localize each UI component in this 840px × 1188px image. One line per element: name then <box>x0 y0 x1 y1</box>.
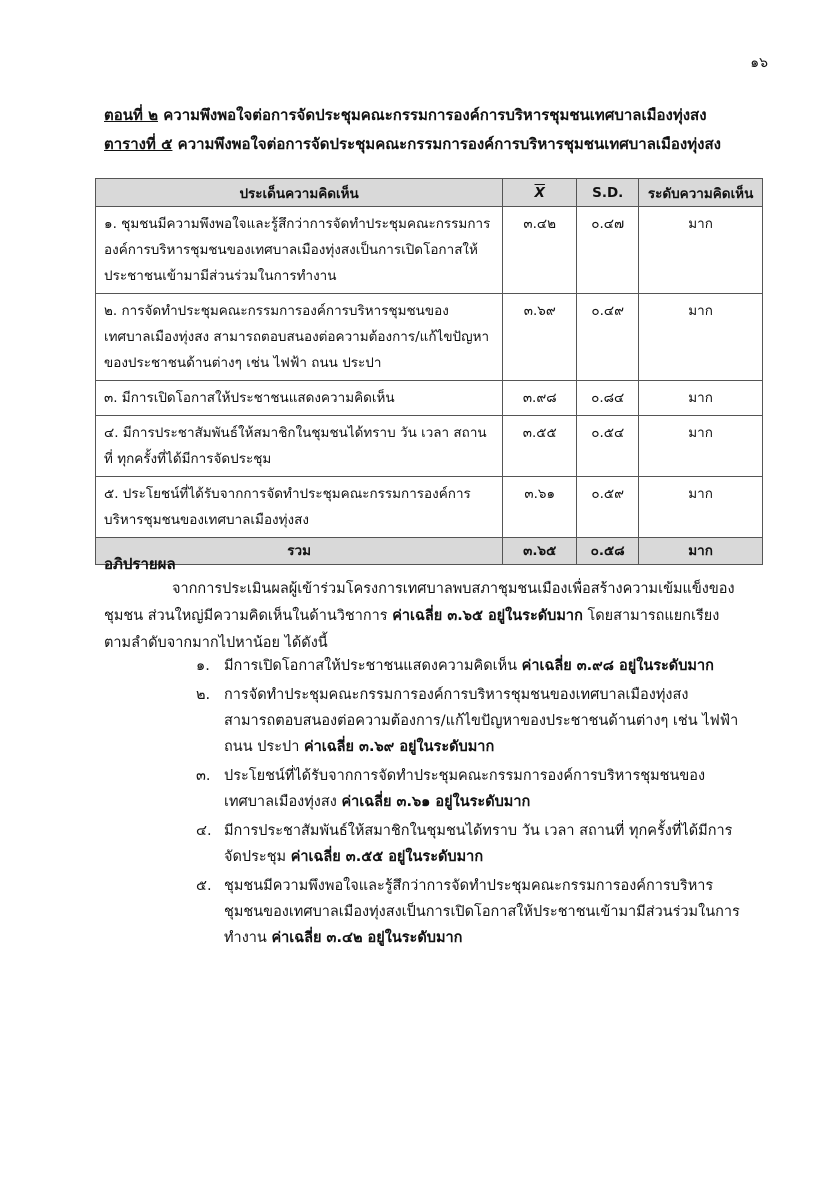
row-sd: ๐.๔๙ <box>577 294 639 381</box>
row-level: มาก <box>639 477 763 538</box>
list-bold: ค่าเฉลี่ย ๓.๖๙ อยู่ในระดับมาก <box>303 739 495 755</box>
paragraph-text-end: โดยสามารถแยกเรียงตามลำดับจากมากไปหาน้อย ได้ดังนี้ <box>104 608 720 651</box>
list-item <box>196 653 744 679</box>
row-level: มาก <box>639 416 763 477</box>
header-sd: S.D. <box>577 179 639 207</box>
row-item: ๒. การจัดทำประชุมคณะกรรมการองค์การบริหารชุมชนของเทศบาลเมืองทุ่งสง สามารถตอบสนองต่อความต้องการ/แก้ไขปัญหาของประชาชนด้านต่างๆ เช่น ไฟฟ้า ถนน ประปา <box>96 294 503 381</box>
row-item: ๑. ชุมชนมีความพึงพอใจและรู้สึกว่าการจัดทำประชุมคณะกรรมการองค์การบริหารชุมชนของเทศบาลเมืองทุ่งสงเป็นการเปิดโอกาสให้ประชาชนเข้ามามีส่วนร่วมในการทำงาน <box>96 207 503 294</box>
section-heading <box>104 103 707 127</box>
row-level: มาก <box>639 381 763 416</box>
table-row <box>96 477 763 538</box>
table-row <box>96 416 763 477</box>
discussion-paragraph <box>104 576 744 657</box>
row-mean: ๓.๙๘ <box>503 381 577 416</box>
row-level: มาก <box>639 294 763 381</box>
total-mean: ๓.๖๕ <box>503 538 577 565</box>
list-bold: ค่าเฉลี่ย ๓.๕๕ อยู่ในระดับมาก <box>290 849 484 865</box>
row-mean: ๓.๔๒ <box>503 207 577 294</box>
table-row <box>96 381 763 416</box>
row-sd: ๐.๕๔ <box>577 416 639 477</box>
list-text: ชุมชนมีความพึงพอใจและรู้สึกว่าการจัดทำประชุมคณะกรรมการองค์การบริหารชุมชนของเทศบาลเมืองทุ่งสงเป็นการเปิดโอกาสให้ประชาชนเข้ามามีส่วนร่วมในการทำงาน <box>224 878 740 946</box>
list-text: มีการประชาสัมพันธ์ให้สมาชิกในชุมชนได้ทราบ วัน เวลา สถานที่ ทุกครั้งที่ได้มีการจัดประชุม <box>224 823 733 865</box>
list-number: ๓. <box>196 768 211 784</box>
list-item <box>196 682 744 760</box>
list-item <box>196 873 744 951</box>
list-number: ๒. <box>196 687 211 703</box>
total-sd: ๐.๕๘ <box>577 538 639 565</box>
header-level: ระดับความคิดเห็น <box>639 179 763 207</box>
list-bold: ค่าเฉลี่ย ๓.๖๑ อยู่ในระดับมาก <box>341 794 531 810</box>
row-sd: ๐.๕๙ <box>577 477 639 538</box>
total-level: มาก <box>639 538 763 565</box>
row-item: ๕. ประโยชน์ที่ได้รับจากการจัดทำประชุมคณะกรรมการองค์การบริหารชุมชนของเทศบาลเมืองทุ่งสง <box>96 477 503 538</box>
section-heading-label: ตอนที่ ๒ <box>104 106 159 124</box>
list-number: ๕. <box>196 878 212 894</box>
list-bold: ค่าเฉลี่ย ๓.๔๒ อยู่ในระดับมาก <box>271 930 463 946</box>
table-header-row <box>96 179 763 207</box>
row-item: ๔. มีการประชาสัมพันธ์ให้สมาชิกในชุมชนได้ทราบ วัน เวลา สถานที่ ทุกครั้งที่ได้มีการจัดประชุม <box>96 416 503 477</box>
row-mean: ๓.๕๕ <box>503 416 577 477</box>
table-caption <box>104 132 721 156</box>
list-number: ๑. <box>196 658 210 674</box>
discussion-title: อภิปรายผล <box>104 555 176 573</box>
page-number: ๑๖ <box>750 55 768 71</box>
list-text: มีการเปิดโอกาสให้ประชาชนแสดงความคิดเห็น <box>224 658 522 674</box>
paragraph-bold: ค่าเฉลี่ย ๓.๖๕ อยู่ในระดับมาก <box>392 608 583 624</box>
section-heading-text: ความพึงพอใจต่อการจัดประชุมคณะกรรมการองค์การบริหารชุมชนเทศบาลเมืองทุ่งสง <box>158 106 707 124</box>
list-item <box>196 763 744 815</box>
row-sd: ๐.๘๔ <box>577 381 639 416</box>
satisfaction-table <box>95 178 763 565</box>
table-row <box>96 207 763 294</box>
table-caption-text: ความพึงพอใจต่อการจัดประชุมคณะกรรมการองค์การบริหารชุมชนเทศบาลเมืองทุ่งสง <box>172 135 721 153</box>
findings-list <box>196 653 744 954</box>
list-bold: ค่าเฉลี่ย ๓.๙๘ อยู่ในระดับมาก <box>521 658 714 674</box>
row-item: ๓. มีการเปิดโอกาสให้ประชาชนแสดงความคิดเห็น <box>96 381 503 416</box>
list-text: ประโยชน์ที่ได้รับจากการจัดทำประชุมคณะกรรมการองค์การบริหารชุมชนของเทศบาลเมืองทุ่งสง <box>224 768 706 810</box>
list-number: ๔. <box>196 823 212 839</box>
list-text: การจัดทำประชุมคณะกรรมการองค์การบริหารชุมชนของเทศบาลเมืองทุ่งสง สามารถตอบสนองต่อความต้องการ/แก้ไขปัญหาของประชาชนด้านต่างๆ เช่น ไฟฟ้า ถนน ประปา <box>224 687 739 755</box>
mean-symbol: $\overline{X}$ <box>534 184 545 201</box>
row-sd: ๐.๔๗ <box>577 207 639 294</box>
header-item: ประเด็นความคิดเห็น <box>96 179 503 207</box>
row-mean: ๓.๖๑ <box>503 477 577 538</box>
row-mean: ๓.๖๙ <box>503 294 577 381</box>
total-label: รวม <box>96 538 503 565</box>
table-caption-label: ตารางที่ ๕ <box>104 135 173 153</box>
list-item <box>196 818 744 870</box>
row-level: มาก <box>639 207 763 294</box>
paragraph-text: จากการประเมินผลผู้เข้าร่วมโครงการเทศบาลพบสภาชุมชนเมืองเพื่อสร้างความเข้มแข็งของชุมชน ส่วนใหญ่มีความคิดเห็นในด้านวิชาการ <box>104 581 735 624</box>
table-row <box>96 294 763 381</box>
header-mean <box>503 179 577 207</box>
table-total-row <box>96 538 763 565</box>
